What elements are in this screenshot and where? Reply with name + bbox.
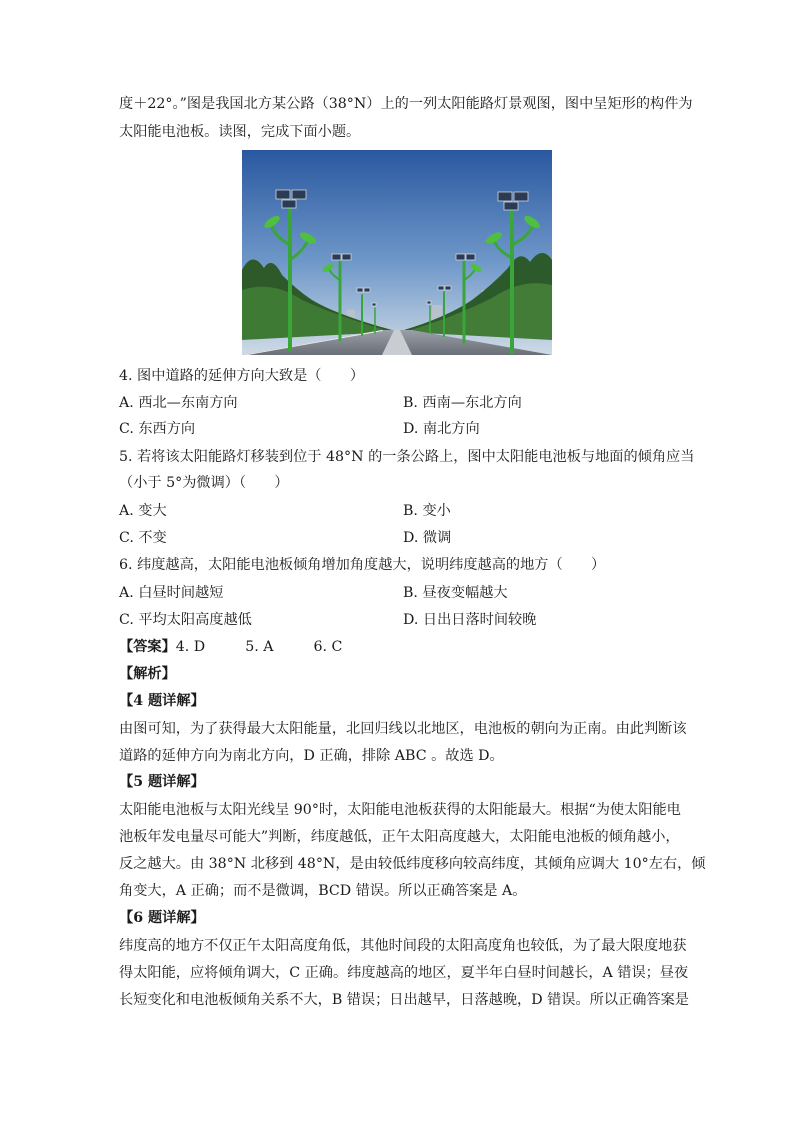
option-a: A. 变大 [119,503,167,519]
option-d: D. 南北方向 [403,421,480,437]
explain-6-line-3: 长短变化和电池板倾角关系不大，B 错误；日出越早，日落越晚，D 错误。所以正确答案是 [119,992,689,1008]
explain-4-title: 【4 题详解】 [119,693,205,709]
answer-label: 【答案】 [119,639,176,655]
option-c: C. 东西方向 [119,421,196,437]
explain-4-line-1: 由图可知，为了获得最大太阳能量，北回归线以北地区，电池板的朝向为正南。由此判断该 [119,721,687,737]
solar-streetlight-photo [242,150,552,355]
explain-5-line-1: 太阳能电池板与太阳光线呈 90°时，太阳能电池板获得的太阳能最大。根据“为使太阳能电 [119,802,681,818]
option-a: A. 西北—东南方向 [119,395,238,411]
option-d: D. 日出日落时间较晚 [403,612,537,628]
question-6-stem: 6. 纬度越高，太阳能电池板倾角增加角度越大，说明纬度越高的地方（ ） [119,557,606,573]
option-c: C. 平均太阳高度越低 [119,612,252,628]
analysis-label: 【解析】 [119,666,176,682]
question-4-options-row-2 [119,419,480,439]
question-4-options-row-1 [119,393,522,413]
answer-4: 4. D [175,639,206,655]
explain-6-line-2: 得太阳能，应将倾角调大，C 正确。纬度越高的地区，夏半年白昼时间越长，A 错误；昼夜 [119,965,689,981]
question-6-options-row-1 [119,583,508,603]
explain-5-title: 【5 题详解】 [119,774,205,790]
explain-4-line-2: 道路的延伸方向为南北方向，D 正确，排除 ABC 。故选 D。 [119,748,504,764]
intro-line-1: 度＋22°。”图是我国北方某公路（38°N）上的一列太阳能路灯景观图，图中呈矩形的构件为 [119,96,693,112]
option-a: A. 白昼时间越短 [119,585,224,601]
question-6-options-row-2 [119,610,537,630]
question-4-stem: 4. 图中道路的延伸方向大致是（ ） [119,368,365,384]
explain-5-line-4: 角变大，A 正确；而不是微调，BCD 错误。所以正确答案是 A。 [119,883,527,899]
explain-5-line-3: 反之越大。由 38°N 北移到 48°N，是由较低纬度移向较高纬度，其倾角应调大 10°左右，倾 [119,856,706,872]
option-b: B. 西南—东北方向 [403,395,522,411]
explain-5-line-2: 池板年发电量尽可能大”判断，纬度越低，正午太阳高度越大，太阳能电池板的倾角越小， [119,829,680,845]
intro-line-2: 太阳能电池板。读图，完成下面小题。 [119,124,361,140]
question-5-stem: 5. 若将该太阳能路灯移装到位于 48°N 的一条公路上，图中太阳能电池板与地面的倾角应当 [119,449,695,465]
question-5-stem-2: （小于 5°为微调）（ ） [119,475,289,491]
answer-6: 6. C [313,639,343,655]
option-b: B. 昼夜变幅越大 [403,585,508,601]
explain-6-line-1: 纬度高的地方不仅正午太阳高度角低，其他时间段的太阳高度角也较低，为了最大限度地获 [119,938,687,954]
explain-6-title: 【6 题详解】 [119,910,205,926]
answer-line [119,637,342,657]
question-5-options-row-1 [119,501,451,521]
answer-5: 5. A [245,639,274,655]
option-b: B. 变小 [403,503,451,519]
option-d: D. 微调 [403,530,452,546]
option-c: C. 不变 [119,530,167,546]
question-5-options-row-2 [119,528,452,548]
